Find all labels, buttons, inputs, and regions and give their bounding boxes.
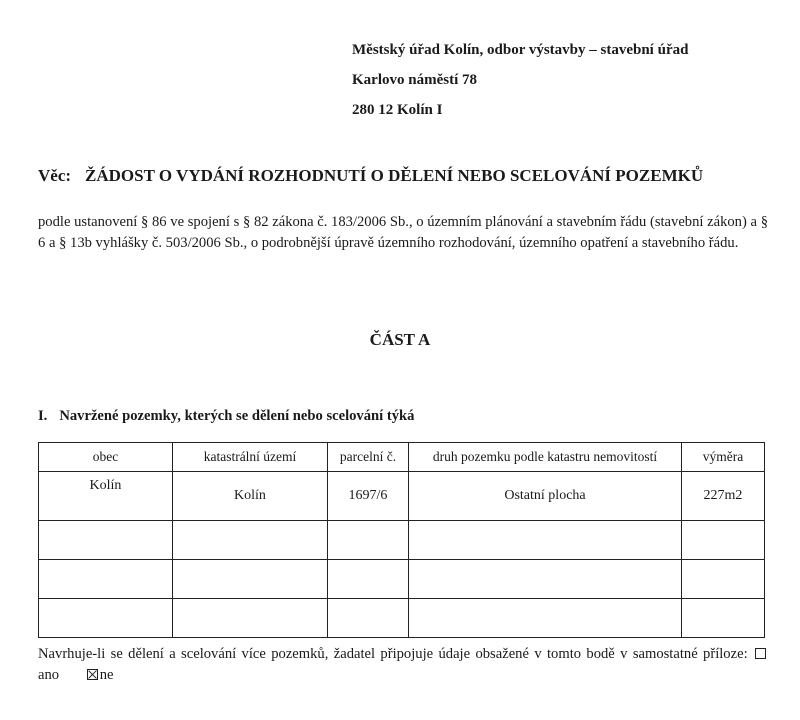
section-title: Navržené pozemky, kterých se dělení nebo scelování týká — [59, 408, 415, 424]
table-cell[interactable] — [173, 521, 328, 560]
table-row — [39, 560, 765, 599]
checkbox-ano-label: ano — [38, 667, 60, 683]
recipient-line-3: 280 12 Kolín I — [352, 102, 443, 118]
intro-paragraph: podle ustanovení § 86 ve spojení s § 82 zákona č. 183/2006 Sb., o územním plánování a stavebním řádu (stavební zákon) a § 6 a § 13b vyhlášky č. 503/2006 Sb., o podrobnější úpravě územního rozhodování, územního opatření a stavebního řádu. — [38, 214, 768, 251]
subject-label: Věc: — [38, 166, 72, 185]
table-cell[interactable] — [328, 599, 409, 638]
section-number: I. — [38, 408, 48, 424]
table-cell[interactable] — [682, 599, 765, 638]
table-cell[interactable] — [39, 599, 173, 638]
table-cell[interactable] — [39, 521, 173, 560]
table-cell[interactable] — [173, 560, 328, 599]
column-header-katastralni-uzemi: katastrální území — [173, 443, 328, 472]
table-row — [39, 472, 765, 521]
subject-line — [38, 166, 703, 186]
table-cell[interactable] — [328, 521, 409, 560]
table-cell[interactable]: Kolín — [173, 472, 328, 521]
table-cell[interactable]: Kolín — [39, 472, 173, 521]
table-cell[interactable]: 227m2 — [682, 472, 765, 521]
checkbox-ano[interactable] — [755, 648, 766, 659]
table-row — [39, 599, 765, 638]
table-cell[interactable] — [173, 599, 328, 638]
part-heading: ČÁST A — [369, 330, 431, 349]
column-header-parcelni-cislo: parcelní č. — [328, 443, 409, 472]
parcels-table — [38, 442, 765, 638]
table-cell[interactable] — [409, 521, 682, 560]
column-header-druh-pozemku: druh pozemku podle katastru nemovitostí — [409, 443, 682, 472]
table-cell[interactable] — [328, 560, 409, 599]
recipient-line-2: Karlovo náměstí 78 — [352, 72, 477, 88]
table-cell[interactable]: 1697/6 — [328, 472, 409, 521]
table-cell[interactable] — [682, 521, 765, 560]
table-row — [39, 521, 765, 560]
table-cell[interactable] — [682, 560, 765, 599]
column-header-obec: obec — [39, 443, 173, 472]
column-header-vymera: výměra — [682, 443, 765, 472]
subject-title: ŽÁDOST O VYDÁNÍ ROZHODNUTÍ O DĚLENÍ NEBO SCELOVÁNÍ POZEMKŮ — [85, 166, 704, 185]
table-cell[interactable]: Ostatní plocha — [409, 472, 682, 521]
table-cell[interactable] — [409, 599, 682, 638]
recipient-line-1: Městský úřad Kolín, odbor výstavby – stavební úřad — [352, 42, 689, 58]
table-cell[interactable] — [39, 560, 173, 599]
checkbox-ne-label: ne — [99, 667, 114, 683]
attachment-note-text: Navrhuje-li se dělení a scelování více pozemků, žadatel připojuje údaje obsažené v tomto bodě v samostatné příloze: — [38, 646, 748, 662]
checkbox-ne[interactable] — [87, 669, 98, 680]
table-cell[interactable] — [409, 560, 682, 599]
table-header-row — [39, 443, 765, 472]
attachment-note — [38, 644, 768, 686]
section-heading — [38, 408, 414, 425]
